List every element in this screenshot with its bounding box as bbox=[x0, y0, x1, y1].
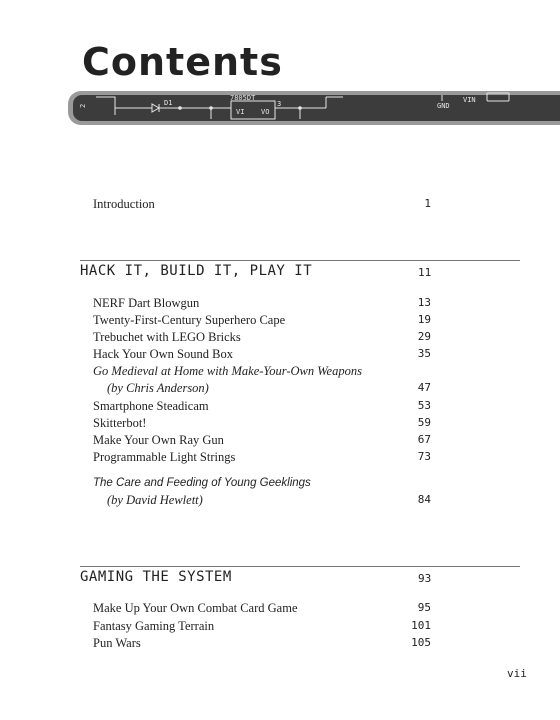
circuit-schematic-banner bbox=[68, 91, 560, 125]
toc-entry-title: Trebuchet with LEGO Bricks bbox=[93, 330, 241, 344]
toc-entry-title: The Care and Feeding of Young Geeklings bbox=[93, 477, 311, 489]
toc-entry-title: Make Up Your Own Combat Card Game bbox=[93, 601, 298, 615]
toc-entry-title: Go Medieval at Home with Make-Your-Own Weapons bbox=[93, 364, 362, 378]
toc-entry-page: 1 bbox=[424, 197, 431, 210]
toc-entry-title: Twenty-First-Century Superhero Cape bbox=[93, 313, 286, 327]
toc-entry-page: 73 bbox=[417, 450, 431, 463]
regulator-label: 7805DT bbox=[230, 94, 256, 102]
page-title: Contents bbox=[82, 40, 283, 84]
toc-entry-title: Smartphone Steadicam bbox=[93, 399, 209, 413]
diode-label: D1 bbox=[164, 99, 173, 107]
toc-entry-page: 13 bbox=[417, 296, 431, 309]
toc-entry-page: 19 bbox=[417, 313, 431, 326]
gnd-label: GND bbox=[437, 102, 450, 110]
toc-entry-page: 84 bbox=[417, 493, 431, 506]
regulator-in-label: VI bbox=[236, 108, 245, 116]
toc-entry-page: 95 bbox=[417, 601, 431, 614]
toc-entry-page: 47 bbox=[417, 381, 431, 394]
regulator-out-label: VO bbox=[261, 108, 270, 116]
toc-entry-page: 67 bbox=[417, 433, 431, 446]
page-number: vii bbox=[507, 667, 527, 680]
regulator-pin-label: 3 bbox=[277, 100, 282, 108]
toc-entry-author: (by David Hewlett) bbox=[107, 493, 203, 507]
toc-entry-page: 53 bbox=[417, 399, 431, 412]
toc-entry-title: Skitterbot! bbox=[93, 416, 147, 430]
toc-entry-title: Hack Your Own Sound Box bbox=[93, 347, 233, 361]
section-title: GAMING THE SYSTEM bbox=[80, 569, 232, 585]
toc-entry-page: 59 bbox=[417, 416, 431, 429]
toc-entry-title: NERF Dart Blowgun bbox=[93, 296, 200, 310]
section-title: HACK IT, BUILD IT, PLAY IT bbox=[80, 263, 313, 279]
toc-entry-page: 105 bbox=[411, 636, 431, 649]
toc-entry-author: (by Chris Anderson) bbox=[107, 381, 209, 395]
toc-entry-title: Pun Wars bbox=[93, 636, 141, 650]
toc-entry-title: Make Your Own Ray Gun bbox=[93, 433, 224, 447]
toc-section-heading[interactable] bbox=[80, 566, 520, 589]
toc-section-heading[interactable] bbox=[80, 260, 520, 283]
toc-entry-title: Fantasy Gaming Terrain bbox=[93, 619, 215, 633]
toc-entry-title: Introduction bbox=[93, 197, 155, 211]
section-page: 11 bbox=[418, 266, 432, 279]
section-page: 93 bbox=[418, 572, 432, 585]
toc-entry-page: 101 bbox=[411, 619, 431, 632]
toc-entry-page: 29 bbox=[417, 330, 431, 343]
toc-entry-page: 35 bbox=[417, 347, 431, 360]
vin-label: VIN bbox=[463, 96, 476, 104]
toc-entry-title: Programmable Light Strings bbox=[93, 450, 236, 464]
pin-label: 2 bbox=[79, 103, 87, 108]
